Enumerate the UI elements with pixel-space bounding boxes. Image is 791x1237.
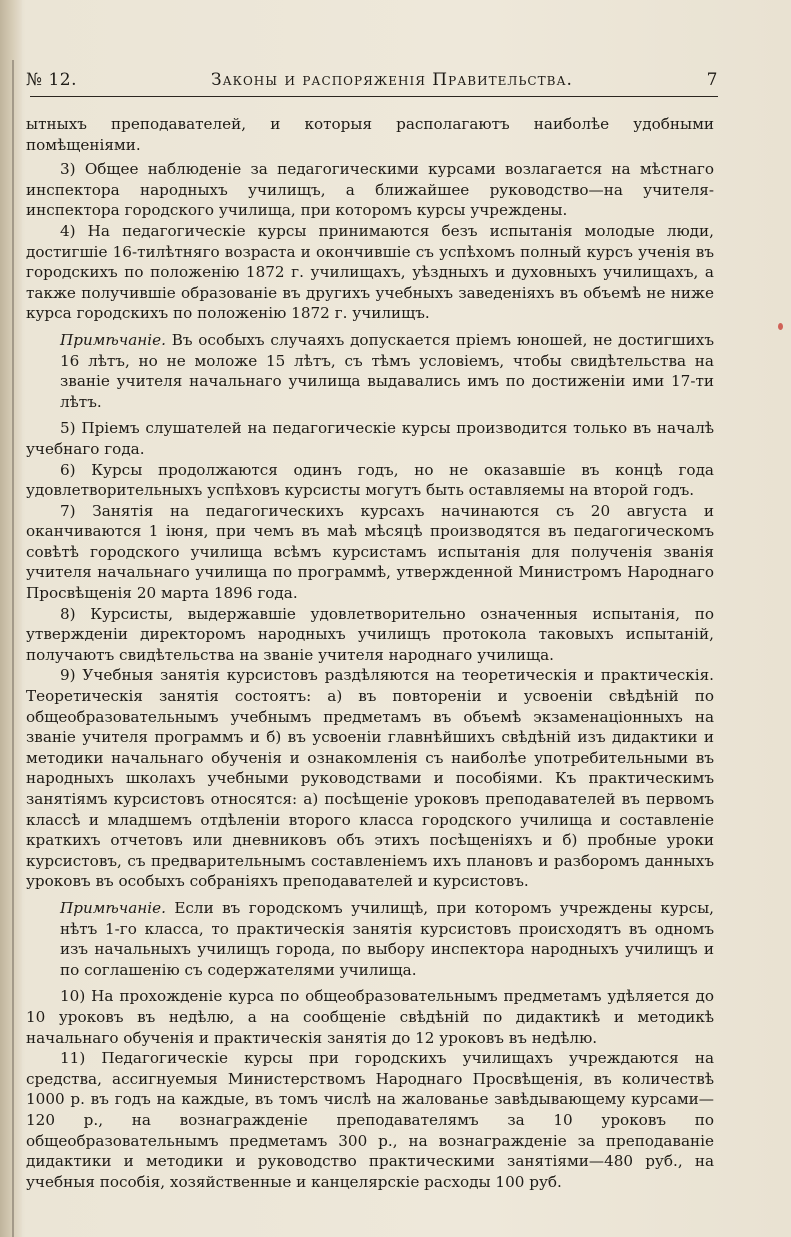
page-number: 7	[706, 70, 718, 90]
header-rule	[30, 96, 718, 97]
note-label: Примѣчаніе.	[60, 898, 166, 917]
paragraph-3: 3) Общее наблюденіе за педагогическими курсами возлагается на мѣстнаго инспектора народныхъ училищъ, а ближайшее руководство—на учителя-инспектора городского училища, при которомъ курсы учреждены.	[26, 160, 714, 220]
binding-edge-line	[12, 60, 14, 1237]
paragraph-4: 4) На педагогическіе курсы принимаются безъ испытанія молодые люди, достигшіе 16-тилѣтняго возраста и окончившіе съ успѣхомъ полный курсъ ученія въ городскихъ по положенію 1872 г. училищахъ, уѣздныхъ и духовныхъ училищахъ, а также получившіе образованіе въ другихъ учебныхъ заведеніяхъ въ объемѣ не ниже курса городскихъ по положенію 1872 г. училищъ.	[26, 221, 714, 323]
paragraph-7: 7) Занятія на педагогическихъ курсахъ начинаются съ 20 августа и оканчиваются 1 іюня, при чемъ въ маѣ мѣсяцѣ производятся въ педагогическомъ совѣтѣ городского училища всѣмъ курсистамъ испытанія для полученія званія учителя начальнаго училища по программѣ, утвержденной Министромъ Народнаго Просвѣщенія 20 марта 1896 года.	[26, 501, 714, 603]
page-header	[26, 70, 718, 94]
paragraph-continued: ытныхъ преподавателей, и которыя располагаютъ наиболѣе удобными помѣщеніями.	[26, 115, 714, 154]
ink-stain	[778, 323, 783, 330]
note-2	[26, 898, 714, 980]
document-body	[26, 114, 714, 1192]
paragraph-11: 11) Педагогическіе курсы при городскихъ училищахъ учреждаются на средства, ассигнуемыя Министерствомъ Народнаго Просвѣщенія, въ количествѣ 1000 р. въ годъ на каждые, въ томъ числѣ на жалованье завѣдывающему курсами—120 р., на вознагражденіе преподавателямъ за 10 уроковъ по общеобразовательнымъ предметамъ 300 р., на вознагражденіе за преподаваніе дидактики и методики и руководство практическими занятіями—480 руб., на учебныя пособія, хозяйственные и канцелярскіе расходы 100 руб.	[26, 1049, 714, 1191]
note-1	[26, 330, 714, 412]
paragraph-5: 5) Пріемъ слушателей на педагогическіе курсы производится только въ началѣ учебнаго года.	[26, 419, 714, 458]
paragraph-6: 6) Курсы продолжаются одинъ годъ, но не оказавшіе въ концѣ года удовлетворительныхъ успѣховъ курсисты могутъ быть оставляемы на второй годъ.	[26, 460, 714, 500]
paragraph-8: 8) Курсисты, выдержавшіе удовлетворительно означенныя испытанія, по утвержденіи директоромъ народныхъ училищъ протокола таковыхъ испытаній, получаютъ свидѣтельства на званіе учителя народнаго училища.	[26, 604, 714, 664]
paragraph-9: 9) Учебныя занятія курсистовъ раздѣляются на теоретическія и практическія. Теоретическія занятія состоятъ: а) въ повтореніи и усвоеніи свѣдѣній по общеобразовательнымъ учебнымъ предметамъ въ объемѣ экзаменаціонныхъ на званіе учителя программъ и б) въ усвоеніи главнѣйшихъ свѣдѣній изъ дидактики и методики начальнаго обученія и ознакомленія съ наиболѣе употребительными въ народныхъ школахъ учебными руководствами и пособіями. Къ практическимъ занятіямъ курсистовъ относятся: а) посѣщеніе уроковъ преподавателей въ первомъ классѣ и младшемъ отдѣленіи второго класса городского училища и составленіе краткихъ отчетовъ или дневниковъ объ этихъ посѣщеніяхъ и б) пробные уроки курсистовъ, съ предварительнымъ составленіемъ ихъ плановъ и разборомъ данныхъ уроковъ въ особыхъ собраніяхъ преподавателей и курсистовъ.	[26, 666, 714, 891]
note-text: Въ особыхъ случаяхъ допускается пріемъ юношей, не достигшихъ 16 лѣтъ, но не моложе 15 лѣтъ, съ тѣмъ условіемъ, чтобы свидѣтельства на званіе учителя начальнаго училища выдавались имъ по достиженіи ими 17-ти лѣтъ.	[60, 330, 715, 411]
paragraph-10: 10) На прохожденіе курса по общеобразовательнымъ предметамъ удѣляется до 10 уроковъ въ недѣлю, а на сообщеніе свѣдѣній по дидактикѣ и методикѣ начальнаго обученія и практическія занятія до 12 уроковъ въ недѣлю.	[26, 987, 714, 1047]
issue-number: № 12.	[26, 70, 78, 90]
book-binding-shadow	[0, 0, 22, 1237]
note-text: Если въ городскомъ училищѣ, при которомъ учреждены курсы, нѣтъ 1-го класса, то практическія занятія курсистовъ происходятъ въ одномъ изъ начальныхъ училищъ города, по выбору инспектора народныхъ училищъ и по соглашенію съ содержателями училища.	[60, 898, 714, 979]
note-label: Примѣчаніе.	[60, 330, 166, 349]
running-title: Законы и распоряженія Правительства.	[211, 70, 573, 90]
